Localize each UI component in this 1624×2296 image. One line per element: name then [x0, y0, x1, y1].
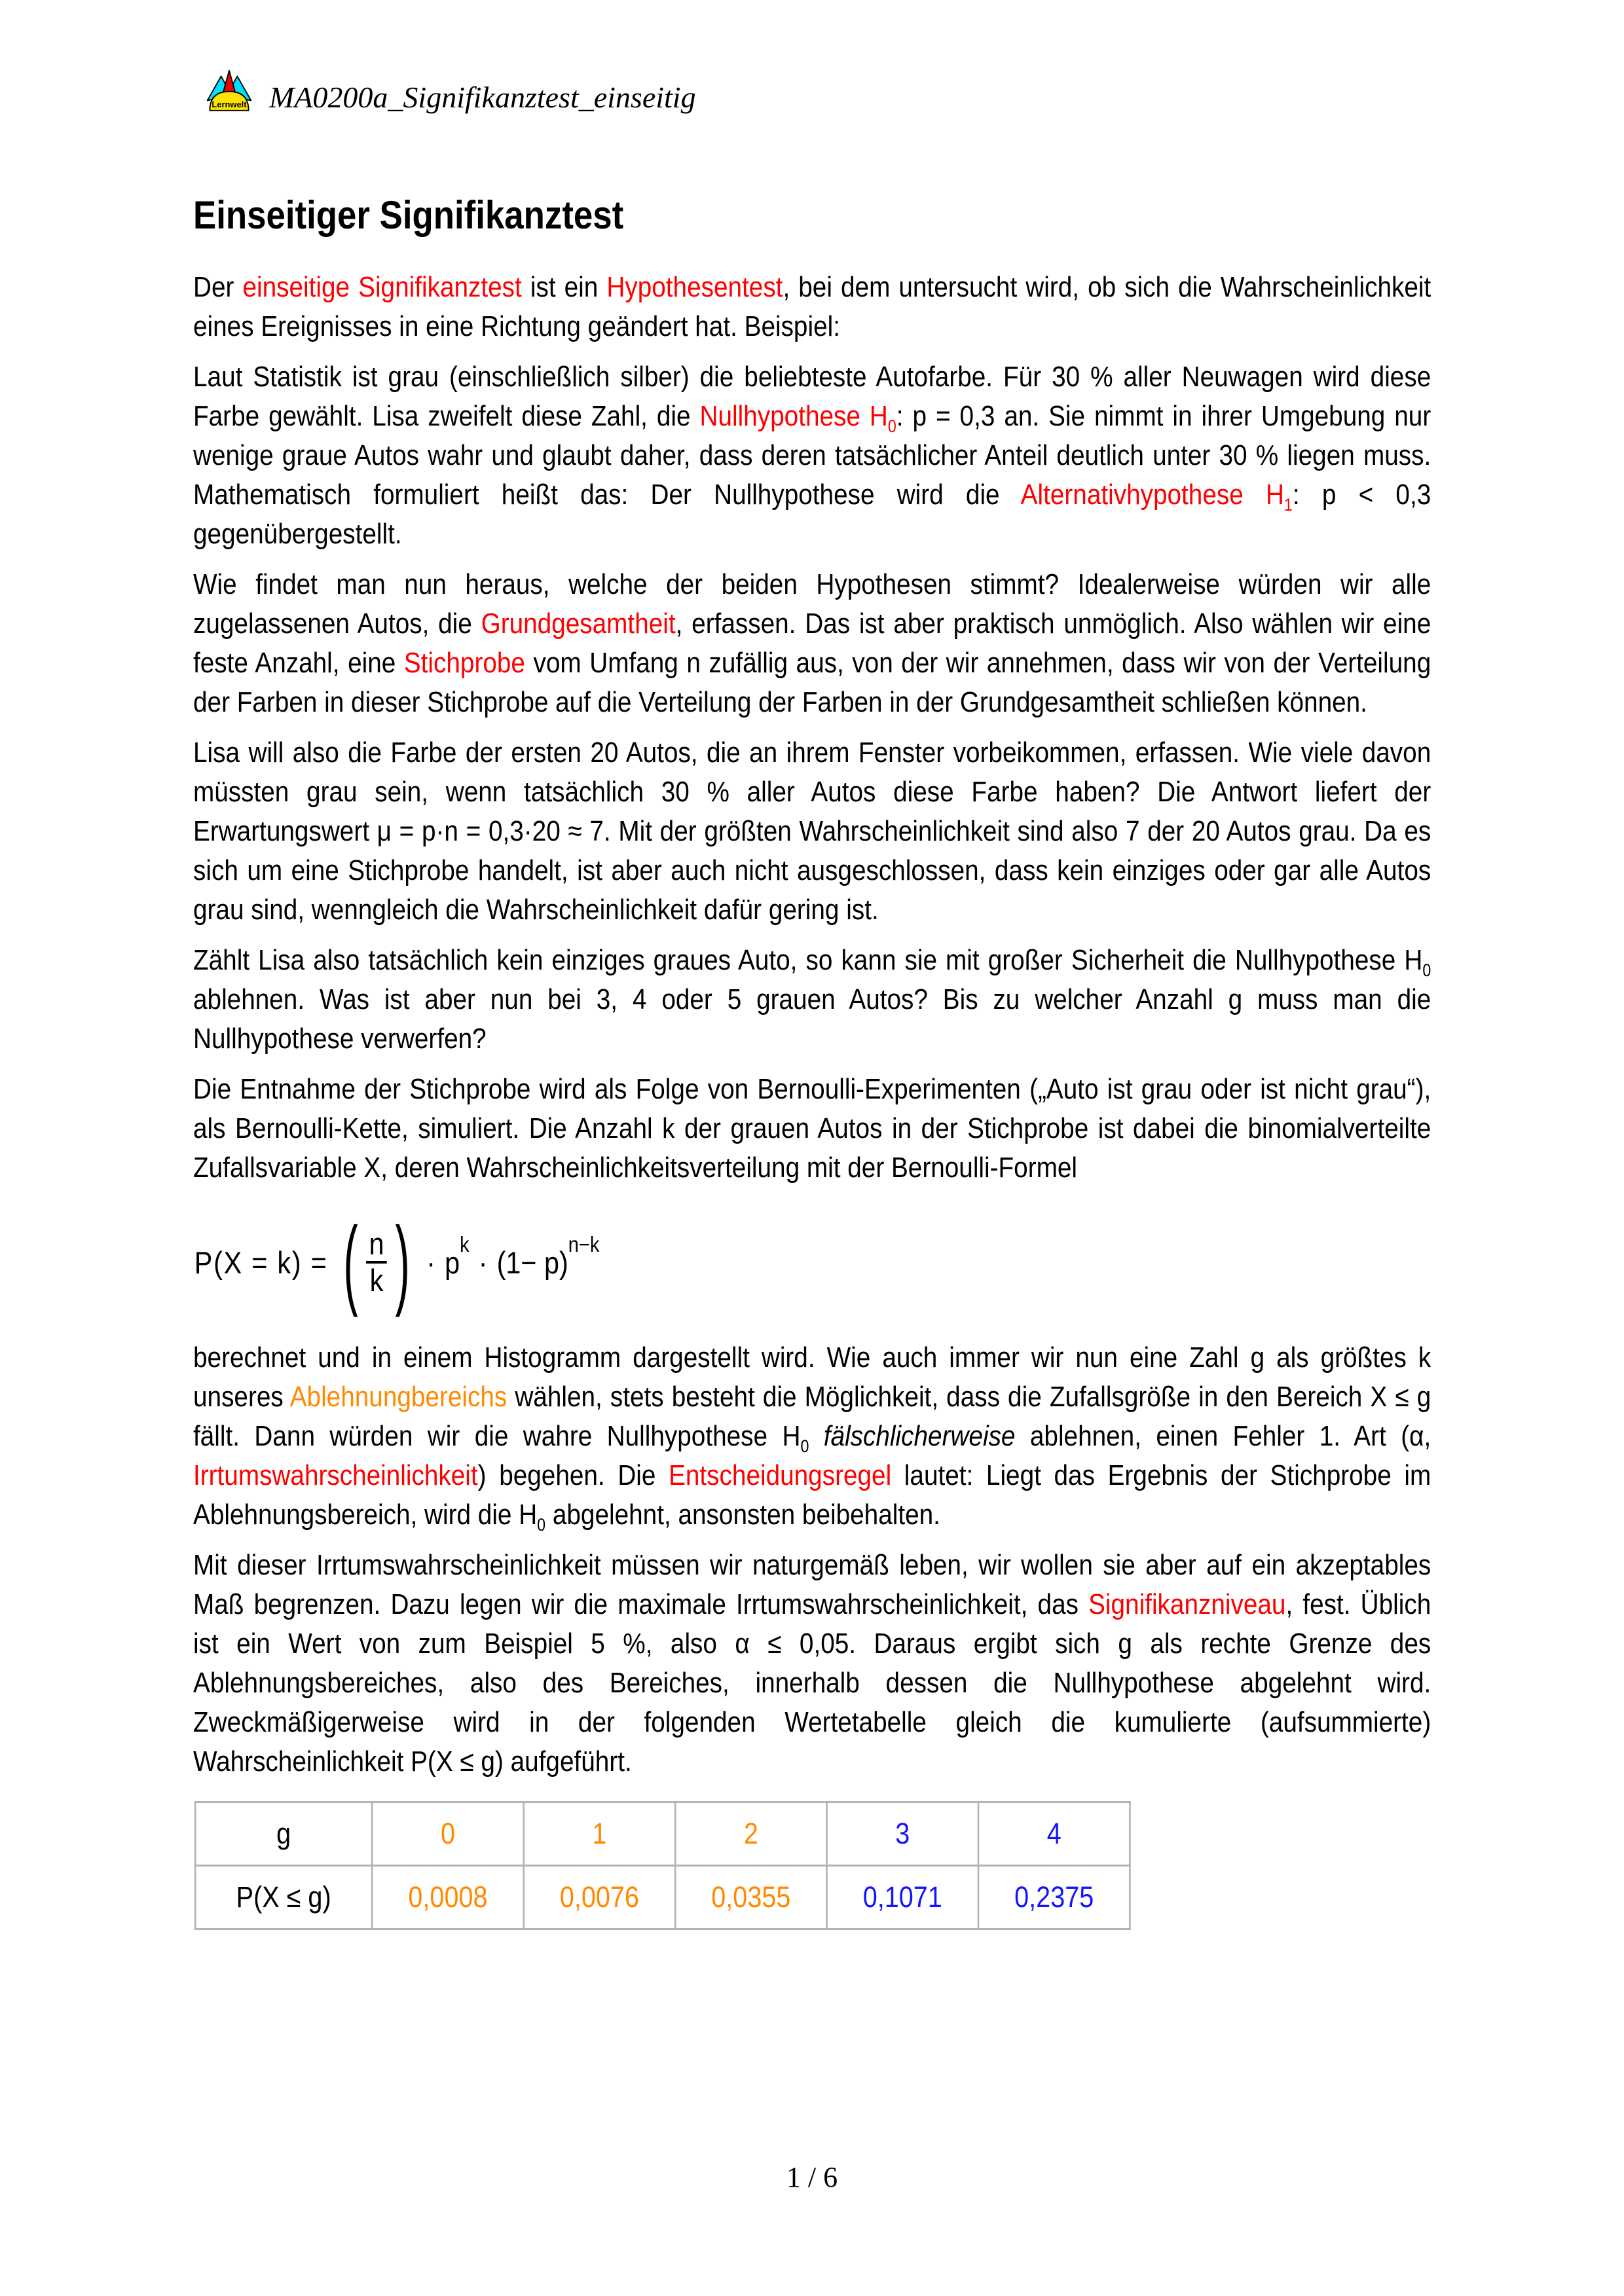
- keyword-highlight: Ablehnungbereichs: [289, 1381, 507, 1413]
- value-cell: 0,2375: [978, 1866, 1130, 1929]
- text-segment: Mit dieser Irrtumswahrscheinlichkeit müssen wir naturgemäß leben, wir wollen sie aber auf ein akzeptables Maß begrenzen. Dazu legen wir die maximale Irrtumswahrscheinlichkeit, das: [193, 1549, 1431, 1620]
- paragraph: [193, 357, 1431, 554]
- binom-k: k: [369, 1263, 384, 1298]
- keyword-highlight: 1: [1283, 494, 1293, 515]
- bernoulli-formula: P(X = k) = ( $\frac{n}{k}$ ) · p k · (1− p) n−k: [194, 1207, 600, 1318]
- q-base: (1− p): [496, 1245, 568, 1280]
- paragraphs-after: [193, 1338, 1431, 1781]
- value-table: [194, 1801, 1131, 1930]
- paragraph: [193, 1070, 1431, 1188]
- logo-label: Lernwelt: [212, 99, 247, 109]
- value-cell: 0,0076: [524, 1866, 675, 1929]
- paragraph: [193, 1546, 1431, 1781]
- text-segment: : p < 0,3 gegenübergestellt.: [193, 479, 1431, 550]
- text-segment: Der: [193, 271, 243, 303]
- dot-operator: ·: [478, 1245, 488, 1280]
- content-area: [193, 0, 1431, 1930]
- keyword-highlight: Signifikanzniveau: [1088, 1588, 1286, 1620]
- text-segment: ablehnen. Was ist aber nun bei 3, 4 oder 5 grauen Autos? Bis zu welcher Anzahl g muss man die Nullhypothese verwerfen?: [193, 983, 1431, 1055]
- binomial-coefficient: [366, 1228, 387, 1297]
- paragraph: [193, 565, 1431, 722]
- text-segment: vom Umfang n zufällig aus, von der wir annehmen, dass wir von der Verteilung der Farben in dieser Stichprobe auf die Verteilung der Farben in der Grundgesamtheit schließen können.: [193, 647, 1431, 718]
- text-segment: , fest. Üblich ist ein Wert von zum Beispiel 5 %, also α ≤ 0,05. Daraus ergibt sich g als rechte Grenze des Ablehnungsbereiches, also des Bereiches, innerhalb dessen die Nullhypothese abgelehnt wird. Zweckmäßigerweise wird in der folgenden Wertetabelle gleich die kumulierte (aufsummierte) Wahrscheinlichkeit P(X ≤ g) aufgeführt.: [193, 1588, 1431, 1777]
- q-exponent: n−k: [568, 1232, 600, 1256]
- text-segment: lautet: Liegt das Ergebnis der Stichprobe im Ablehnungsbereich, wird die H: [193, 1459, 1431, 1531]
- table-row: [195, 1802, 1130, 1866]
- keyword-highlight: Irrtumswahrscheinlichkeit: [193, 1459, 478, 1491]
- value-cell: 0,0355: [675, 1866, 826, 1929]
- keyword-highlight: Nullhypothese H: [699, 400, 888, 432]
- page-number: 1 / 6: [786, 2161, 838, 2193]
- keyword-highlight: Stichprobe: [403, 647, 525, 679]
- value-table-body: [195, 1802, 1130, 1929]
- text-segment: abgelehnt, ansonsten beibehalten.: [545, 1499, 940, 1531]
- value-cell: 0: [372, 1802, 523, 1866]
- text-segment: : p = 0,3 an. Sie nimmt in ihrer Umgebung nur wenige graue Autos wahr und glaubt daher, dass deren tatsächlicher Anteil deutlich unter 30 % liegen muss. Mathematisch formuliert heißt das: Der Nullhypothese wird die: [193, 400, 1431, 511]
- text-segment: wählen, stets besteht die Möglichkeit, dass die Zufallsgröße in den Bereich X ≤ g fällt. Dann würden wir die wahre Nullhypothese H: [193, 1381, 1431, 1452]
- text-segment: 0: [800, 1436, 809, 1456]
- text-segment: , bei dem untersucht wird, ob sich die Wahrscheinlichkeit eines Ereignisses in eine Richtung geändert hat. Beispiel:: [193, 271, 1431, 342]
- keyword-highlight: Grundgesamtheit: [481, 608, 676, 640]
- value-cell: 0,0008: [372, 1866, 523, 1929]
- paragraph: [193, 268, 1431, 346]
- text-segment: ist ein: [521, 271, 607, 303]
- dot-operator: ·: [426, 1245, 436, 1280]
- text-segment: , erfassen. Das ist aber praktisch unmöglich. Also wählen wir eine feste Anzahl, eine: [193, 608, 1431, 679]
- text-segment: ablehnen, einen Fehler 1. Art (α,: [1015, 1420, 1431, 1452]
- row-label-cell: P(X ≤ g): [195, 1866, 372, 1929]
- paragraphs-before: [193, 268, 1431, 1188]
- p-exponent: k: [460, 1232, 470, 1256]
- keyword-highlight: 0: [887, 416, 896, 436]
- document-id: MA0200a_Signifikanztest_einseitig: [269, 81, 696, 114]
- paragraph: [193, 733, 1431, 930]
- paragraph: [193, 1338, 1431, 1535]
- row-label-cell: g: [195, 1802, 372, 1866]
- keyword-highlight: Alternativhypothese H: [1020, 479, 1284, 511]
- text-segment: Die Entnahme der Stichprobe wird als Folge von Bernoulli-Experimenten („Auto ist grau oder ist nicht grau“), als Bernoulli-Kette, simuliert. Die Anzahl k der grauen Autos in der Stichprobe ist dabei die binomialverteilte Zufallsvariable X, deren Wahrscheinlichkeitsverteilung mit der Bernoulli-Formel: [193, 1073, 1431, 1184]
- formula-lhs: P(X = k) =: [194, 1245, 328, 1280]
- value-cell: 1: [524, 1802, 675, 1866]
- keyword-highlight: Hypothesentest: [606, 271, 783, 303]
- page-title: Einseitiger Signifikanztest: [193, 193, 624, 237]
- value-cell: 0,1071: [827, 1866, 978, 1929]
- text-segment: ) begehen. Die: [477, 1459, 669, 1491]
- keyword-highlight: Entscheidungsregel: [669, 1459, 892, 1491]
- binom-n: n: [369, 1226, 384, 1261]
- p-base: p: [445, 1245, 460, 1280]
- text-segment: Laut Statistik ist grau (einschließlich silber) die beliebteste Autofarbe. Für 30 % aller Neuwagen wird diese Farbe gewählt. Lisa zweifelt diese Zahl, die: [193, 361, 1431, 432]
- text-segment: 0: [1422, 960, 1431, 980]
- text-segment: [809, 1420, 823, 1452]
- text-segment: Zählt Lisa also tatsächlich kein einziges graues Auto, so kann sie mit großer Sicherheit die Nullhypothese H: [193, 944, 1423, 976]
- value-cell: 2: [675, 1802, 826, 1866]
- page-footer: [0, 2160, 1624, 2194]
- keyword-highlight: einseitige Signifikanztest: [242, 271, 522, 303]
- paragraph: [193, 941, 1431, 1059]
- table-row: [195, 1866, 1130, 1929]
- value-cell: 3: [827, 1802, 978, 1866]
- value-cell: 4: [978, 1802, 1130, 1866]
- text-segment: Lisa will also die Farbe der ersten 20 Autos, die an ihrem Fenster vorbeikommen, erfassen. Wie viele davon müssten grau sein, wenn tatsächlich 30 % aller Autos diese Farbe haben? Die Antwort liefert der Erwartungswert μ = p·n = 0,3·20 ≈ 7. Mit der größten Wahrscheinlichkeit sind also 7 der 20 Autos grau. Da es sich um eine Stichprobe handelt, ist aber auch nicht ausgeschlossen, dass kein einziges oder gar alle Autos grau sind, wenngleich die Wahrscheinlichkeit dafür gering ist.: [193, 737, 1431, 926]
- text-segment: fälschlicherweise: [823, 1420, 1016, 1452]
- text-segment: 0: [537, 1514, 546, 1535]
- text-segment: berechnet und in einem Histogramm dargestellt wird. Wie auch immer wir nun eine Zahl g als größtes k unseres: [193, 1341, 1431, 1413]
- text-segment: Wie findet man nun heraus, welche der beiden Hypothesen stimmt? Idealerweise würden wir alle zugelassenen Autos, die: [193, 568, 1431, 640]
